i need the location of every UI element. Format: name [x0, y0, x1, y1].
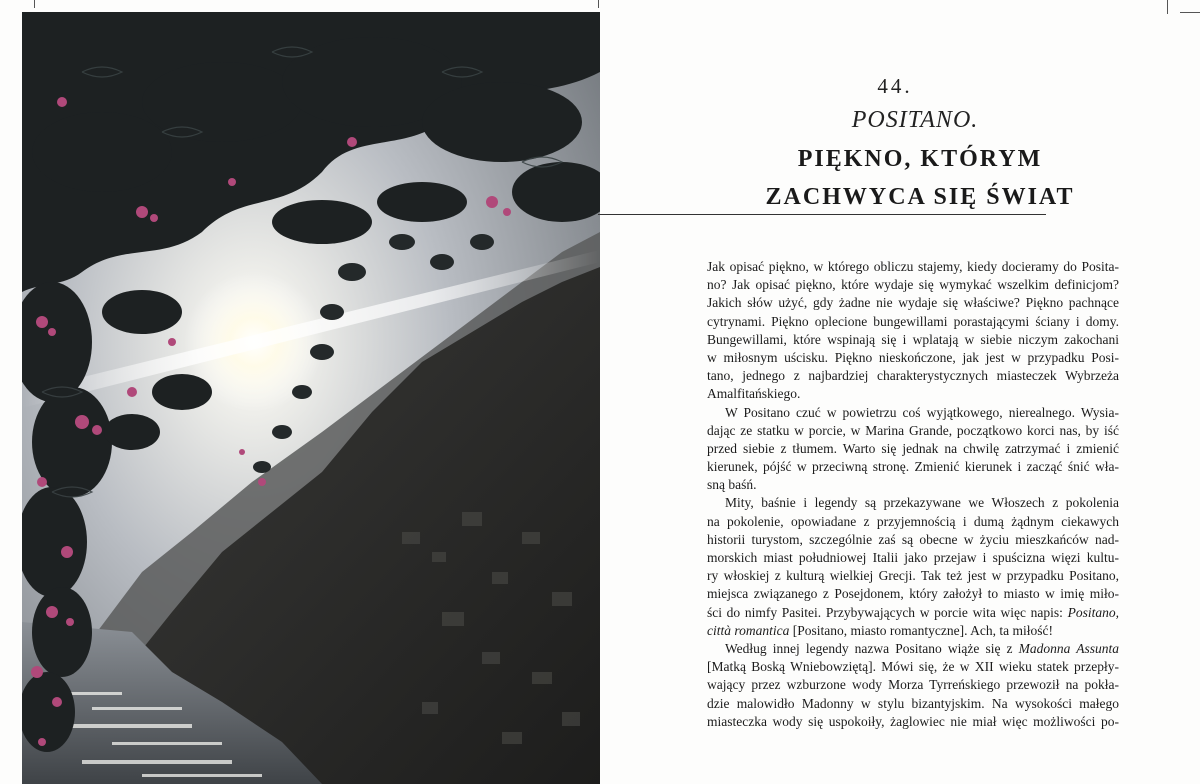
- body-line: miasteczka wody się uspokoiły, żaglowiec nie miał więc możliwości po-: [707, 713, 1119, 729]
- body-line: sną baśń.: [707, 477, 757, 493]
- crop-mark-top-left: [34, 0, 35, 8]
- body-line: cytrynami. Piękno oplecione bungewillami porastającymi ściany i domy.: [707, 313, 1119, 329]
- chapter-number: 44.: [877, 74, 913, 98]
- body-line: Bungewillami, które wspinają się i wplatają w siebie niczym zakochani: [707, 331, 1119, 347]
- body-line: historii turystom, szczególnie zaś są obecne w życiu mieszkańców nad-: [707, 531, 1119, 547]
- body-line: w miłosnym uścisku. Piękno nieskończone, jak jest w przypadku Posi-: [707, 349, 1119, 365]
- body-line: no? Jak opisać piękno, które wydaje się wymykać wszelkim definicjom?: [707, 277, 1119, 293]
- positano-photo-illustration: [22, 12, 600, 784]
- body-line: wający przez wzburzone wody Morza Tyrreńskiego przewoził na pokła-: [707, 677, 1119, 693]
- body-line: dając ze statku w porcie, w Marina Grande, początkowo korci nas, by iść: [707, 422, 1119, 438]
- body-line: dzie malowidło Madonny w stylu bizantyjskim. Na wysokości małego: [707, 695, 1119, 711]
- crop-mark-top-center: [598, 0, 599, 8]
- body-line: [Matką Boską Wniebowziętą]. Mówi się, że w XII wieku statek przepły-: [707, 659, 1119, 675]
- body-line: Według innej legendy nazwa Positano wiąże się z Madonna Assunta: [725, 640, 1119, 656]
- body-line: morskich miast południowej Italii jako przejaw i spuścizna więzi kultu-: [707, 550, 1119, 565]
- crop-mark-top-right: [1167, 0, 1168, 14]
- crop-mark-right-edge: [1180, 12, 1200, 13]
- chapter-place: POSITANO.: [851, 107, 979, 133]
- body-line: ry włoskiej z kulturą wielkiej Grecji. Tak też jest w przypadku Positano,: [707, 568, 1119, 584]
- chapter-title: [720, 140, 1120, 216]
- body-line: Jak opisać piękno, w którego obliczu stajemy, kiedy docieramy do Posita-: [707, 259, 1119, 274]
- body-line: Jakich słów użyć, gdy żadne nie wydaje się właściwe? Piękno pachnące: [707, 295, 1119, 311]
- chapter-heading-rule: [598, 214, 1046, 215]
- chapter-title-line-1: PIĘKNO, KTÓRYM: [797, 146, 1043, 172]
- chapter-title-line-2: ZACHWYCA SIĘ ŚWIAT: [765, 184, 1075, 210]
- body-line: przed siebie z tłumem. Warto się jednak na chwilę zatrzymać i zmienić: [707, 440, 1119, 456]
- body-line: kierunek, pójść w przeciwną stronę. Zmienić kierunek i zacząć śnić wła-: [707, 459, 1119, 475]
- body-line: città romantica [Positano, miasto romantyczne]. Ach, ta miłość!: [707, 622, 1053, 638]
- body-line: W Positano czuć w powietrzu coś wyjątkowego, nierealnego. Wysia-: [725, 404, 1119, 420]
- body-line: miejsca związanego z Posejdonem, który założył to miasto w imię miło-: [707, 586, 1119, 602]
- chapter-body-text: [707, 258, 1119, 731]
- body-line: tano, jednego z najbardziej charakterystycznych miasteczek Wybrzeża: [707, 368, 1119, 384]
- body-line: Mity, baśnie i legendy są przekazywane we Włoszech z pokolenia: [725, 495, 1119, 511]
- positano-photograph: [22, 12, 600, 784]
- body-line: ści do nimfy Pasitei. Przybywających w porcie wita więc napis: Positano,: [707, 604, 1119, 620]
- body-line: na pokolenie, opowiadane z przyjemnością i dumą żądnym ciekawych: [707, 513, 1119, 529]
- body-line: Amalfitańskiego.: [707, 386, 801, 402]
